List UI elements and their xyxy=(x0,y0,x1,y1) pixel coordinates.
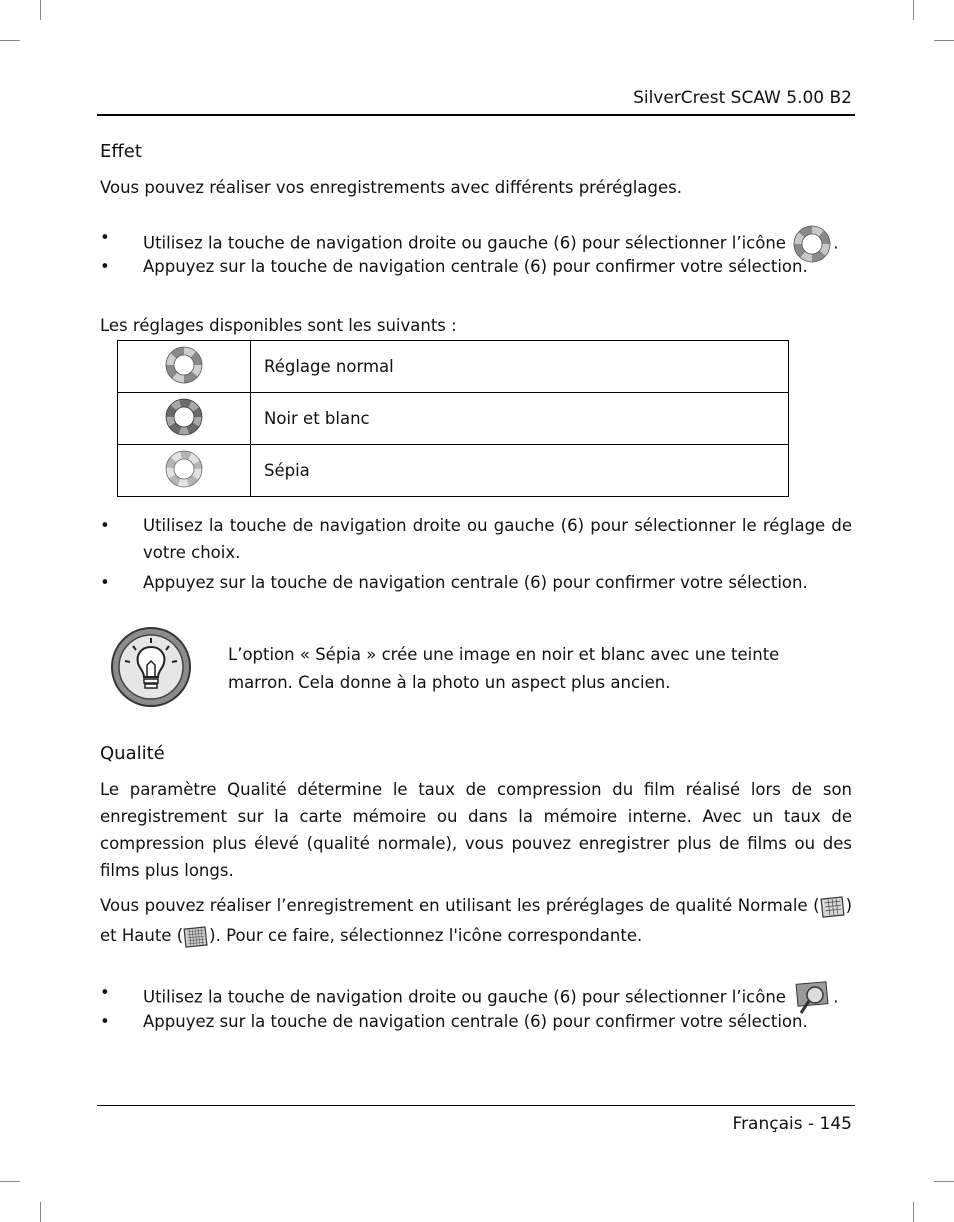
crop-mark xyxy=(934,1181,954,1182)
page-header xyxy=(97,86,855,116)
list-item xyxy=(100,569,852,596)
quality-high-icon xyxy=(183,925,209,949)
list-item xyxy=(100,1008,852,1035)
crop-mark xyxy=(913,0,914,20)
header-title: SilverCrest SCAW 5.00 B2 xyxy=(633,88,852,108)
effet-available: Les réglages disponibles sont les suivants : xyxy=(100,316,457,335)
crop-mark xyxy=(40,0,41,20)
crop-mark xyxy=(40,1202,41,1222)
bullet: • xyxy=(100,516,110,535)
crop-mark xyxy=(913,1202,914,1222)
table-cell-icon xyxy=(118,393,251,445)
page-number: Français - 145 xyxy=(732,1114,852,1134)
crop-mark xyxy=(0,40,20,41)
quality-normal-icon xyxy=(820,895,846,919)
qualite-para2 xyxy=(100,891,852,951)
effet-intro: Vous pouvez réaliser vos enregistrements avec différents préréglages. xyxy=(100,178,682,197)
section-heading-qualite: Qualité xyxy=(100,743,165,764)
effect-option-label: Noir et blanc xyxy=(251,393,789,445)
table-row xyxy=(118,341,789,393)
bullet: • xyxy=(100,983,110,1002)
bullet-text: Appuyez sur la touche de navigation centrale (6) pour confirmer votre sélection. xyxy=(143,573,808,592)
bullet: • xyxy=(100,228,110,247)
effect-option-label: Sépia xyxy=(251,445,789,497)
table-cell-icon xyxy=(118,341,251,393)
bullet-text: Utilisez la touche de navigation droite ou gauche (6) pour sélectionner l’icône xyxy=(143,987,786,1007)
lightbulb-icon xyxy=(109,625,193,709)
qualite-para1: Le paramètre Qualité détermine le taux de compression du film réalisé lors de son enregistrement sur la carte mémoire ou dans la mémoire interne. Avec un taux de compression plus élevé (qualité normale), vous pouvez enregistrer plus de films ou des films plus longs. xyxy=(100,780,852,880)
effect-sepia-icon xyxy=(163,449,205,489)
effect-normal-icon xyxy=(163,345,205,385)
bullet-text: Appuyez sur la touche de navigation centrale (6) pour confirmer votre sélection. xyxy=(143,1012,808,1031)
effect-option-label: Réglage normal xyxy=(251,341,789,393)
page-footer xyxy=(97,1105,855,1134)
section-heading-effet: Effet xyxy=(100,141,142,162)
bullet-text-end: . xyxy=(833,233,839,253)
effect-bw-icon xyxy=(163,397,205,437)
bullet-text: Utilisez la touche de navigation droite ou gauche (6) pour sélectionner l’icône xyxy=(143,233,786,253)
bullet: • xyxy=(100,257,110,276)
para-text: Vous pouvez réaliser l’enregistrement en utilisant les préréglages de qualité Normale ( xyxy=(100,896,820,915)
tip-line: L’option « Sépia » crée une image en noir et blanc avec une teinte xyxy=(228,645,780,664)
effect-options-table xyxy=(117,340,789,497)
crop-mark xyxy=(0,1181,20,1182)
table-row xyxy=(118,445,789,497)
list-item xyxy=(100,253,852,280)
table-cell-icon xyxy=(118,445,251,497)
list-item xyxy=(100,512,852,566)
tip-note xyxy=(228,641,828,697)
bullet: • xyxy=(100,1012,110,1031)
tip-line: marron. Cela donne à la photo un aspect plus ancien. xyxy=(228,673,671,692)
crop-mark xyxy=(934,40,954,41)
bullet-text-end: . xyxy=(833,987,839,1007)
bullet: • xyxy=(100,573,110,592)
table-row xyxy=(118,393,789,445)
bullet-text: Appuyez sur la touche de navigation centrale (6) pour confirmer votre sélection. xyxy=(143,257,808,276)
para-text: ) et Haute ( xyxy=(100,896,852,945)
para-text: ). Pour ce faire, sélectionnez l'icône correspondante. xyxy=(209,926,643,945)
bullet-text: Utilisez la touche de navigation droite ou gauche (6) pour sélectionner le réglage de votre choix. xyxy=(143,516,852,562)
